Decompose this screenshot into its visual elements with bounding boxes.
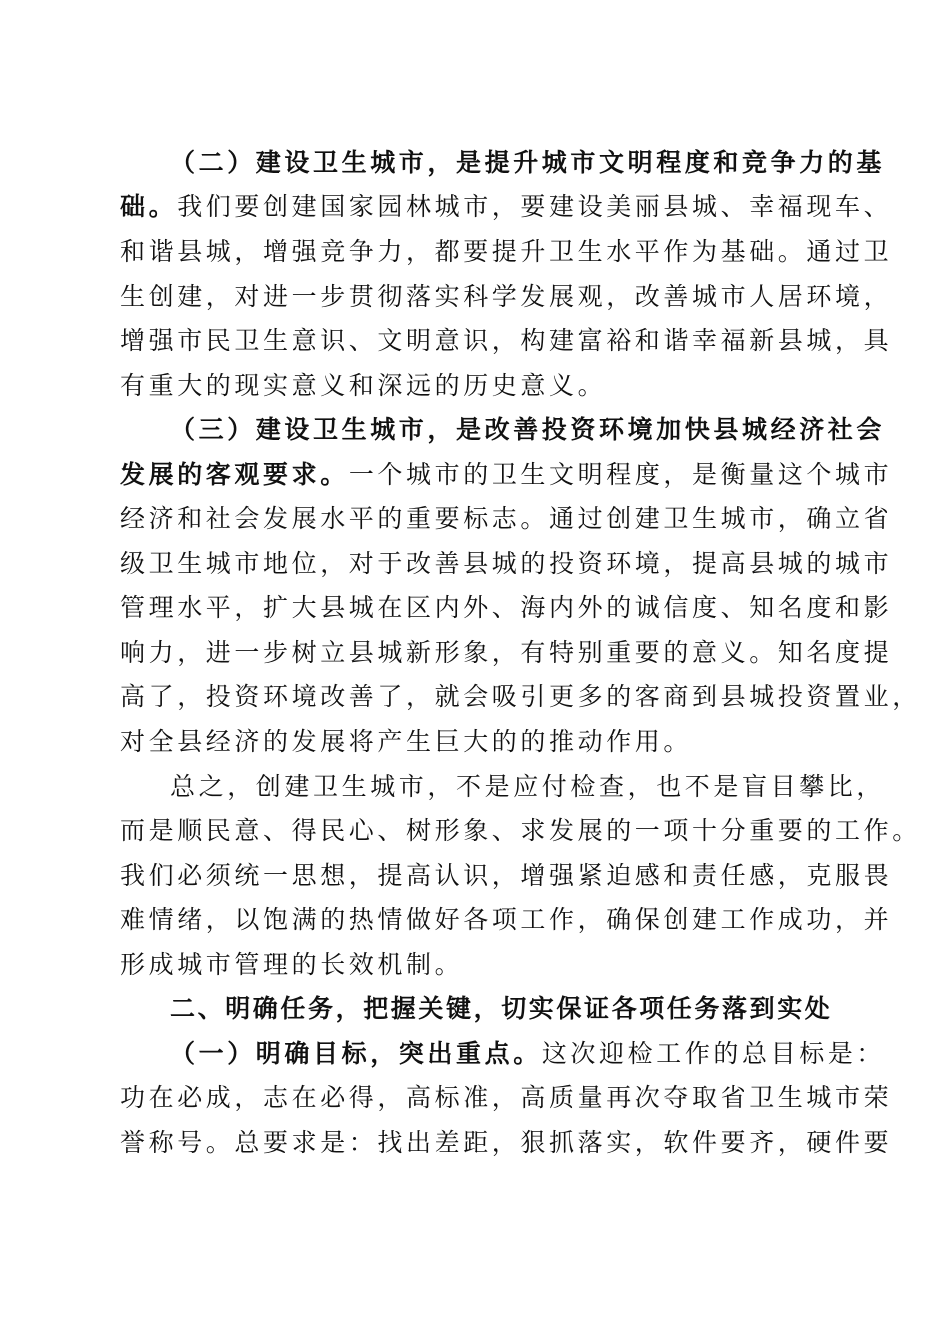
section-para-line-3: 誉称号。总要求是：找出差距，狠抓落实，软件要齐，硬件要: [120, 1128, 893, 1157]
section-para-line-1: （一）明确目标，突出重点。这次迎检工作的总目标是：: [170, 1039, 886, 1068]
para-3-line-7: 高了，投资环境改善了，就会吸引更多的客商到县城投资置业，: [120, 682, 921, 711]
para-3-line-4: 级卫生城市地位，对于改善县城的投资环境，提高县城的城市: [120, 549, 893, 578]
para-3-line-3: 经济和社会发展水平的重要标志。通过创建卫生城市，确立省: [120, 504, 893, 533]
para-2-line-2: [120, 190, 893, 224]
para-2-line-1: [170, 146, 886, 180]
para-3-line-8: 对全县经济的发展将产生巨大的的推动作用。: [120, 727, 693, 756]
para-3-line-1: （三）建设卫生城市，是改善投资环境加快县城经济社会: [170, 415, 886, 444]
para-2-line-2-rest: 我们要创建国家园林城市，要建设美丽县城、幸福现车、: [177, 192, 893, 221]
para-summary-line-4: 难情绪，以饱满的热情做好各项工作，确保创建工作成功，并: [120, 905, 893, 934]
para-2-line-5: 增强市民卫生意识、文明意识，构建富裕和谐幸福新县城，具: [120, 326, 893, 355]
para-summary-line-5: 形成城市管理的长效机制。: [120, 950, 464, 979]
para-2-lead-cont: 础。: [120, 192, 178, 221]
para-2-line-4: 生创建，对进一步贯彻落实科学发展观，改善城市人居环境，: [120, 282, 893, 311]
para-3-line-6: 响力，进一步树立县城新形象，有特别重要的意义。知名度提: [120, 638, 893, 667]
para-summary-line-2: 而是顺民意、得民心、树形象、求发展的一项十分重要的工作。: [120, 816, 921, 845]
para-summary-line-3: 我们必须统一思想，提高认识，增强紧迫感和责任感，克服畏: [120, 861, 893, 890]
para-3-line-2: 发展的客观要求。一个城市的卫生文明程度，是衡量这个城市: [120, 460, 893, 489]
para-2-line-6: 有重大的现实意义和深远的历史意义。: [120, 371, 607, 400]
section-para-line-2: 功在必成，志在必得，高标准，高质量再次夺取省卫生城市荣: [120, 1083, 893, 1112]
para-3-lead-cont: 发展的客观要求。: [120, 460, 349, 489]
para-3-line-5: 管理水平，扩大县城在区内外、海内外的诚信度、知名度和影: [120, 593, 893, 622]
section-heading: 二、明确任务，把握关键，切实保证各项任务落到实处: [170, 994, 833, 1023]
para-2-lead: （二）建设卫生城市，是提升城市文明程度和竞争力的基: [170, 148, 886, 177]
section-para-lead: （一）明确目标，突出重点。: [170, 1039, 542, 1068]
para-summary-line-1: 总之，创建卫生城市，不是应付检查，也不是盲目攀比，: [170, 772, 886, 801]
para-2-line-3: 和谐县城，增强竞争力，都要提升卫生水平作为基础。通过卫: [120, 237, 893, 266]
